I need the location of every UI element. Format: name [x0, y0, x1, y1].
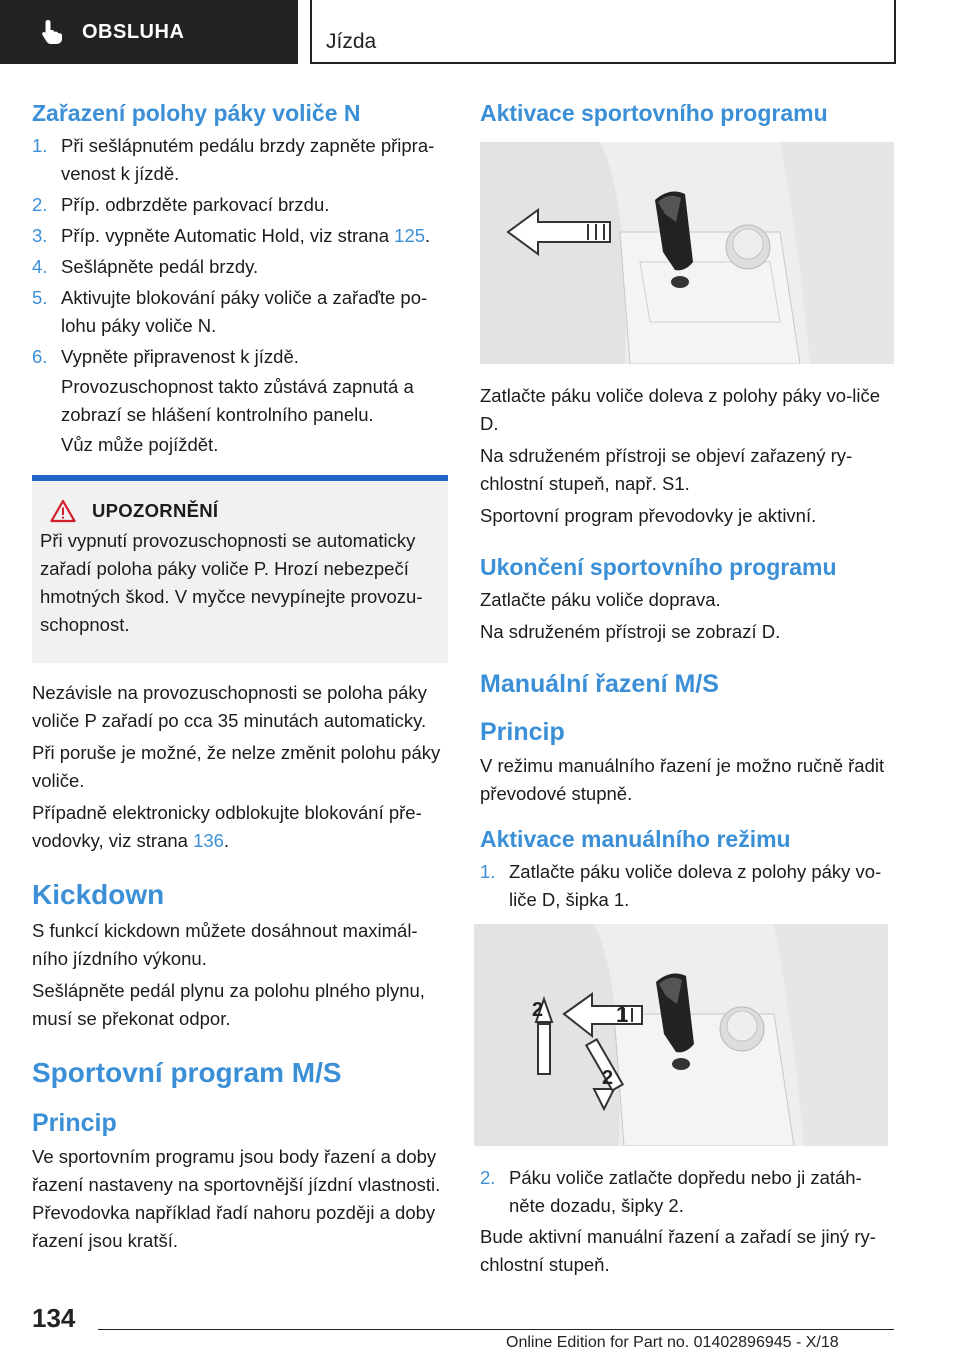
heading-manual-activate: Aktivace manuálního režimu: [480, 826, 791, 852]
steps-selector-n: [32, 132, 448, 459]
arrow-label-2-top: 2: [532, 999, 544, 1021]
hand-pointer-icon: [40, 19, 64, 45]
paragraph: Zatlačte páku voliče doprava.: [480, 589, 721, 610]
figure-gear-lever-left: [480, 142, 894, 364]
heading-manual-ms: Manuální řazení M/S: [480, 670, 719, 698]
warning-text: Při vypnutí provozuschopnosti se automaticky zařadí poloha páky voliče P. Hrozí nebezpečí hmotných škod. V myčce nevypínejte provozu-schopnost.: [40, 530, 423, 635]
warning-box: [32, 475, 448, 663]
page-link-136[interactable]: 136: [193, 830, 224, 851]
gear-lever-illustration: [480, 142, 894, 364]
step-text: Aktivujte blokování páky voliče a zařaďte po-lohu páky voliče N.: [61, 287, 428, 336]
warning-triangle-icon: [50, 499, 76, 523]
edition-footer: Online Edition for Part no. 01402896945 - X/18: [506, 1334, 839, 1351]
heading-sport-program-ms: Sportovní program M/S: [32, 1057, 342, 1088]
step-text: Příp. odbrzděte parkovací brzdu.: [61, 194, 330, 215]
list-item: [32, 132, 448, 188]
paragraph: Nezávisle na provozuschopnosti se poloha páky voliče P zařadí po cca 35 minutách automaticky.: [32, 682, 427, 731]
paragraph: Bude aktivní manuální řazení a zařadí se jiný ry-chlostní stupeň.: [480, 1226, 876, 1275]
paragraph: Při poruše je možné, že nelze změnit polohu páky voliče.: [32, 742, 441, 791]
step-text: Při sešlápnutém pedálu brzdy zapněte připra-venost k jízdě.: [61, 135, 435, 184]
step-number: 3.: [32, 225, 48, 246]
header-chapter-box: [310, 0, 896, 64]
section-label: OBSLUHA: [82, 20, 185, 43]
arrow-label-2-bottom: 2: [602, 1067, 614, 1089]
footer-divider: [98, 1329, 894, 1330]
steps-manual-2: [480, 1164, 896, 1220]
paragraph: Sešlápněte pedál plynu za polohu plného plynu, musí se překonat odpor.: [32, 980, 425, 1029]
step-number: 4.: [32, 256, 48, 277]
step-number: 5.: [32, 287, 48, 308]
paragraph: [32, 799, 448, 855]
left-column: [32, 98, 448, 1259]
paragraph: Na sdruženém přístroji se objeví zařazený ry-chlostní stupeň, např. S1.: [480, 445, 853, 494]
step-text: Příp. vypněte Automatic Hold, viz strana: [61, 225, 395, 246]
arrow-label-1: 1: [616, 1002, 629, 1027]
list-item: [32, 222, 448, 250]
paragraph: V režimu manuálního řazení je možno ručně řadit převodové stupně.: [480, 755, 885, 804]
paragraph: S funkcí kickdown můžete dosáhnout maximál-ního jízdního výkonu.: [32, 920, 418, 969]
step-continuation: Vůz může pojíždět.: [61, 434, 219, 455]
paragraph: Ve sportovním programu jsou body řazení a doby řazení nastaveny na sportovnější jízdní vlastnosti. Převodovka například řadí nahoru později a doby řazení jsou kratší.: [32, 1146, 441, 1251]
step-text: Sešlápněte pedál brzdy.: [61, 256, 259, 277]
warning-title: UPOZORNĚNÍ: [92, 500, 219, 521]
list-item: [480, 1164, 896, 1220]
page-number: 134: [32, 1303, 76, 1333]
page-link-125[interactable]: 125: [394, 225, 426, 246]
list-item: [32, 343, 448, 459]
right-column: [480, 98, 896, 1283]
step-number: 1.: [32, 135, 48, 156]
heading-principle-manual: Princip: [480, 718, 565, 746]
steps-manual-1: [480, 858, 896, 914]
heading-sport-activate: Aktivace sportovního programu: [480, 100, 828, 126]
list-item: [480, 858, 896, 914]
header-section-tab: [0, 0, 298, 64]
heading-principle: Princip: [32, 1109, 117, 1137]
list-item: [32, 191, 448, 219]
paragraph: Na sdruženém přístroji se zobrazí D.: [480, 621, 781, 642]
heading-kickdown: Kickdown: [32, 879, 165, 910]
step-number: 2.: [480, 1167, 496, 1188]
step-number: 2.: [32, 194, 48, 215]
paragraph-text: Případně elektronicky odblokujte blokování pře-vodovky, viz strana: [32, 802, 422, 851]
step-number: 1.: [480, 861, 496, 882]
paragraph: Zatlačte páku voliče doleva z polohy páky vo-liče D.: [480, 385, 881, 434]
list-item: [32, 253, 448, 281]
step-text: Zatlačte páku voliče doleva z polohy páky vo-liče D, šipka 1.: [509, 861, 882, 910]
list-item: [32, 284, 448, 340]
paragraph: Sportovní program převodovky je aktivní.: [480, 505, 817, 526]
heading-selector-n: Zařazení polohy páky voliče N: [32, 100, 361, 126]
step-text: Páku voliče zatlačte dopředu nebo ji zatáh-něte dozadu, šipky 2.: [509, 1167, 862, 1216]
gear-lever-manual-illustration: [474, 924, 888, 1146]
step-continuation: Provozuschopnost takto zůstává zapnutá a zobrazí se hlášení kontrolního panelu.: [61, 376, 414, 425]
step-number: 6.: [32, 346, 48, 367]
step-text: Vypněte připravenost k jízdě.: [61, 346, 299, 367]
chapter-title: Jízda: [326, 30, 377, 53]
heading-sport-end: Ukončení sportovního programu: [480, 554, 837, 580]
figure-gear-lever-manual: [474, 924, 888, 1146]
step-text-end: .: [425, 225, 431, 246]
paragraph-text-end: .: [223, 830, 230, 851]
